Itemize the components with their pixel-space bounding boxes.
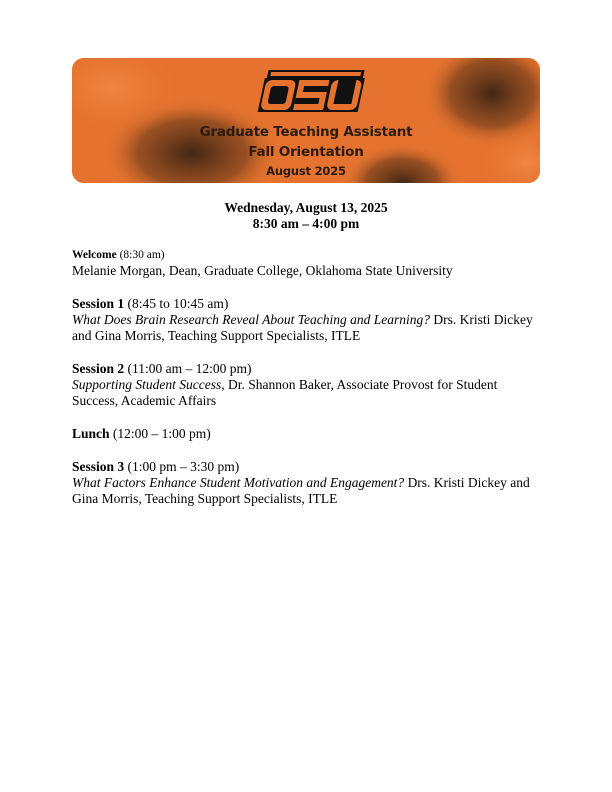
agenda-item-lunch	[72, 426, 540, 442]
agenda-item-label: Welcome	[72, 249, 117, 261]
agenda-item-label: Session 2	[72, 361, 125, 376]
osu-logo	[255, 68, 375, 116]
event-date-block	[0, 200, 612, 232]
agenda-item-time: (8:45 to 10:45 am)	[124, 296, 229, 311]
agenda-item-time: (12:00 – 1:00 pm)	[109, 426, 211, 441]
agenda-item-heading	[72, 296, 540, 312]
agenda-item-session2	[72, 361, 540, 409]
agenda-item-label: Session 1	[72, 296, 125, 311]
event-time: 8:30 am – 4:00 pm	[252, 216, 360, 231]
agenda-item-heading	[72, 459, 540, 475]
agenda-item-label: Session 3	[72, 459, 125, 474]
agenda-item-details: Melanie Morgan, Dean, Graduate College, Oklahoma State University	[72, 263, 453, 278]
agenda-item-heading	[72, 426, 540, 442]
agenda-item-details: Drs. Kristi Dickey and Gina Morris, Teaching Support Specialists, ITLE	[72, 475, 530, 506]
banner-title: Graduate Teaching Assistant	[199, 124, 413, 140]
agenda-item-details: , Dr. Shannon Baker, Associate Provost for Student Success, Academic Affairs	[72, 377, 498, 408]
talk-title: Supporting Student Success	[72, 377, 222, 392]
banner-date: August 2025	[266, 164, 346, 178]
agenda-item-session3	[72, 459, 540, 507]
agenda-item-label: Lunch	[72, 426, 110, 441]
agenda-item-time: (11:00 am – 12:00 pm)	[124, 361, 252, 376]
agenda-item-welcome	[72, 247, 540, 279]
header-banner	[72, 58, 540, 183]
agenda-item-details: Drs. Kristi Dickey and Gina Morris, Teaching Support Specialists, ITLE	[72, 312, 533, 343]
agenda-item-time: (1:00 pm – 3:30 pm)	[124, 459, 240, 474]
agenda	[72, 247, 540, 524]
banner-subtitle: Fall Orientation	[248, 144, 364, 160]
agenda-item-heading	[72, 247, 540, 263]
agenda-item-time: (8:30 am)	[116, 249, 165, 261]
agenda-item-heading	[72, 361, 540, 377]
talk-title: What Factors Enhance Student Motivation and Engagement?	[72, 475, 405, 490]
event-date: Wednesday, August 13, 2025	[224, 200, 388, 215]
talk-title: What Does Brain Research Reveal About Teaching and Learning?	[72, 312, 430, 327]
agenda-item-session1	[72, 296, 540, 344]
